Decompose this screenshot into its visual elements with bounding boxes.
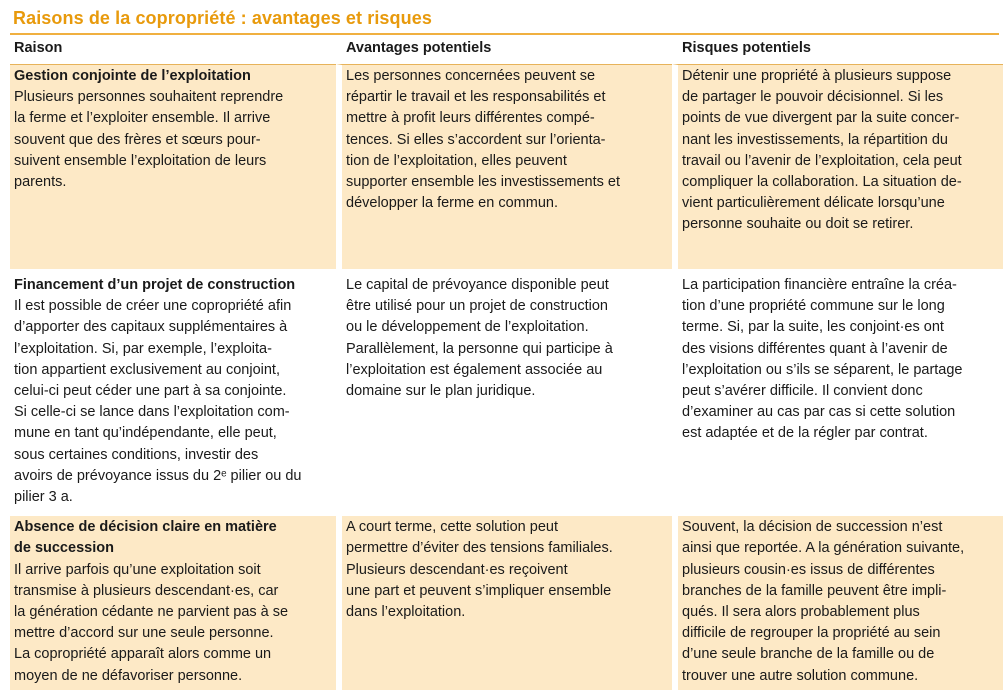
- risks-text: Souvent, la décision de succession n’est ainsi que reportée. A la génération suivante, plusieurs cousin·es issus de différentes branches de la famille peuvent être impli- qués. Il sera alors probablement plus difficile de regrouper la propriété au sein d’une seule branche de la famille ou de trouver une autre solution commune.: [682, 519, 965, 684]
- header-risks: Risques potentiels: [672, 35, 1003, 65]
- table-title: Raisons de la copropriété : avantages et risques: [13, 8, 432, 28]
- table-row: [10, 65, 1003, 269]
- advantages-cell: [336, 65, 672, 269]
- risks-text: La participation financière entraîne la créa- tion d’une propriété commune sur le long terme. Si, par la suite, les conjoint·es ont des visions différentes quant à l’avenir de l’exploitation ou s’ils se séparent, le partage peut s’avérer difficile. Il convient donc d’examiner au cas par cas si cette solution est adaptée et de la régler par contrat.: [682, 277, 963, 442]
- reason-title: Absence de décision claire en matière de succession: [14, 519, 277, 557]
- reason-text: Plusieurs personnes souhaitent reprendre la ferme et l’exploiter ensemble. Il arrive souvent que des frères et sœurs pour- suivent ensemble l’exploitation de leurs parents.: [14, 89, 284, 191]
- header-reason: Raison: [10, 35, 336, 65]
- advantages-text: Les personnes concernées peuvent se répartir le travail et les responsabilités et mettre à profit leurs différentes compé- tences. Si elles s’accordent sur l’orienta- tion de l’exploitation, elles peuvent supporter ensemble les investissements et développer la ferme en commun.: [346, 68, 621, 212]
- reason-cell: [10, 511, 336, 690]
- reason-title: Gestion conjointe de l’exploitation: [14, 68, 251, 84]
- reason-cell: [10, 269, 336, 511]
- risks-cell: [672, 65, 1003, 269]
- advantages-cell: [336, 511, 672, 690]
- risks-text: Détenir une propriété à plusieurs suppose de partager le pouvoir décisionnel. Si les points de vue divergent par la suite concer- nant les investissements, la répartition du travail ou l’avenir de l’exploitation, cela peut compliquer la collaboration. La situation de- vient particulièrement délicate lorsqu’une personne souhaite ou doit se retirer.: [682, 68, 962, 233]
- advantages-text: A court terme, cette solution peut permettre d’éviter des tensions familiales. Plusieurs descendant·es reçoivent une part et peuvent s’impliquer ensemble dans l’exploitation.: [346, 519, 613, 621]
- advantages-text: Le capital de prévoyance disponible peut être utilisé pour un projet de construction ou le développement de l’exploitation. Parallèlement, la personne qui participe à l’exploitation est également associée au domaine sur le plan juridique.: [346, 277, 613, 400]
- risks-cell: [672, 511, 1003, 690]
- advantages-cell: [336, 269, 672, 511]
- coownership-table: [10, 35, 1003, 690]
- reason-cell: [10, 65, 336, 269]
- risks-cell: [672, 269, 1003, 511]
- reason-text: Il arrive parfois qu’une exploitation soit transmise à plusieurs descendant·es, car la génération cédante ne parvient pas à se mettre d’accord sur une seule personne. La copropriété apparaît alors comme un moyen de ne défavoriser personne.: [14, 561, 289, 684]
- header-row: [10, 35, 1003, 65]
- reason-text: Il est possible de créer une copropriété afin d’apporter des capitaux supplémentaires à l’exploitation. Si, par exemple, l’exploita- tion appartient exclusivement au conjoint, celui-ci peut céder une part à sa conjointe. Si celle-ci se lance dans l’exploitation com- mune en tant qu’indépendante, elle peut, sous certaines conditions, investir des avoirs de prévoyance issus du 2ᵉ pilier ou du pilier 3 a.: [14, 298, 302, 506]
- table-row: [10, 511, 1003, 690]
- table-row: [10, 269, 1003, 511]
- header-advantages: Avantages potentiels: [336, 35, 672, 65]
- reason-title: Financement d’un projet de construction: [14, 277, 296, 293]
